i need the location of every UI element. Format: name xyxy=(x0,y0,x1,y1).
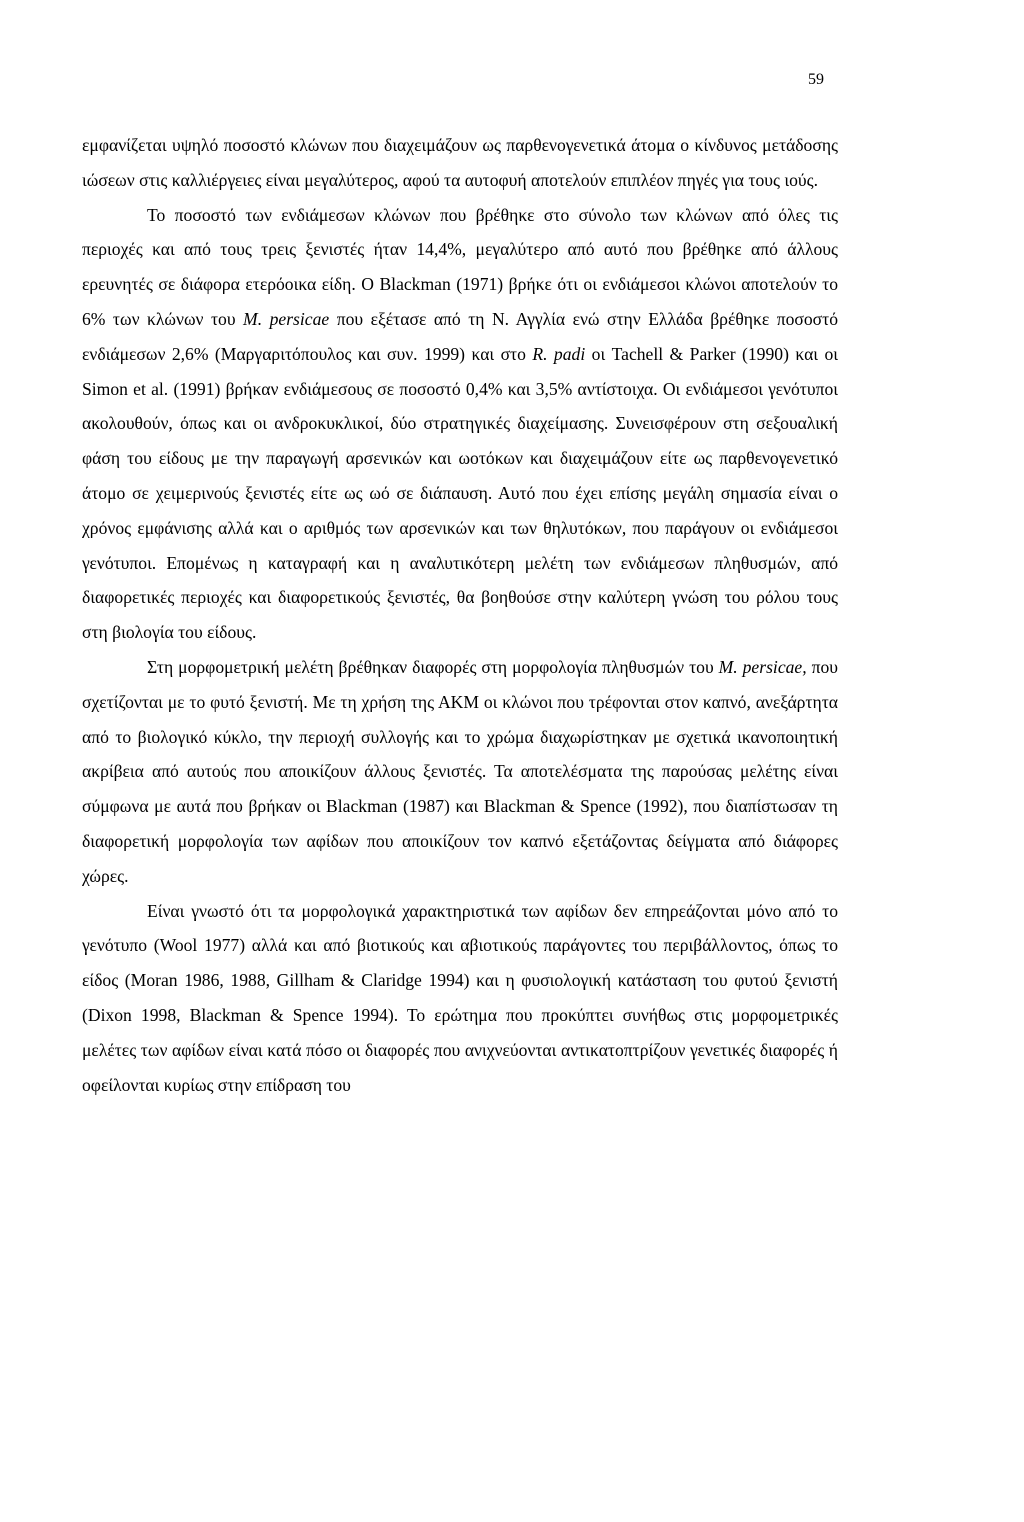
text-run: Το ποσοστό των ενδιάμεσων κλώνων που βρέθηκε στο σύνολο των κλώνων από όλες τις περιοχές και από τους τρεις ξενιστές ήταν 14,4%, μεγαλύτερο από αυτό που βρέθηκε από άλλους ερευνητές σε διάφορα ετερόοικα είδη. Ο Blackman (1971) βρήκε ότι οι ενδιάμεσοι κλώνοι αποτελούν το 6% των κλώνων του xyxy=(82,204,838,329)
paragraph xyxy=(82,894,838,1103)
species-name: M. persicae xyxy=(243,308,330,329)
page-number: 59 xyxy=(808,71,824,88)
paragraph xyxy=(82,128,838,198)
body-text xyxy=(82,128,838,1102)
paragraph xyxy=(82,650,838,894)
species-name: R. padi xyxy=(532,343,586,364)
text-run: Στη μορφομετρική μελέτη βρέθηκαν διαφορές στη μορφολογία πληθυσμών του xyxy=(147,656,719,677)
paragraph xyxy=(82,198,838,650)
text-run: οι Tachell & Parker (1990) και οι Simon et al. (1991) βρήκαν ενδιάμεσους σε ποσοστό 0,4% και 3,5% αντίστοιχα. Οι ενδιάμεσοι γενότυποι ακολουθούν, όπως και οι ανδροκυκλικοί, δύο στρατηγικές διαχείμασης. Συνεισφέρουν στη σεξουαλική φάση του είδους με την παραγωγή αρσενικών και ωοτόκων και διαχειμάζουν είτε ως παρθενογενετικό άτομο σε χειμερινούς ξενιστές είτε ως ωό σε διάπαυση. Αυτό που έχει επίσης μεγάλη σημασία είναι ο χρόνος εμφάνισης αλλά και ο αριθμός των αρσενικών και των θηλυτόκων, που παράγουν οι ενδιάμεσοι γενότυποι. Επομένως η καταγραφή και η αναλυτικότερη μελέτη των ενδιάμεσων πληθυσμών, από διαφορετικές περιοχές και διαφορετικούς ξενιστές, θα βοηθούσε στην καλύτερη γνώση του ρόλου τους στη βιολογία του είδους. xyxy=(82,343,838,643)
text-run: που σχετίζονται με το φυτό ξενιστή. Με τη χρήση της ΑΚΜ οι κλώνοι που τρέφονται στον καπνό, ανεξάρτητα από το βιολογικό κύκλο, την περιοχή συλλογής και το χρώμα διαχωρίστηκαν με σχετικά ικανοποιητική ακρίβεια από αυτούς που αποικίζουν άλλους ξενιστές. Τα αποτελέσματα της παρούσας μελέτης είναι σύμφωνα με αυτά που βρήκαν οι Blackman (1987) και Blackman & Spence (1992), που διαπίστωσαν τη διαφορετική μορφολογία των αφίδων που αποικίζουν τον καπνό εξετάζοντας δείγματα από διάφορες χώρες. xyxy=(82,656,838,886)
text-run: Είναι γνωστό ότι τα μορφολογικά χαρακτηριστικά των αφίδων δεν επηρεάζονται μόνο από το γενότυπο (Wool 1977) αλλά και από βιοτικούς και αβιοτικούς παράγοντες του περιβάλλοντος, όπως το είδος (Moran 1986, 1988, Gillham & Claridge 1994) και η φυσιολογική κατάσταση του φυτού ξενιστή (Dixon 1998, Blackman & Spence 1994). Το ερώτημα που προκύπτει συνήθως στις μορφομετρικές μελέτες των αφίδων είναι κατά πόσο οι διαφορές που ανιχνεύονται αντικατοπτρίζουν γενετικές διαφορές ή οφείλονται κυρίως στην επίδραση του xyxy=(82,900,838,1095)
text-run: εμφανίζεται υψηλό ποσοστό κλώνων που διαχειμάζουν ως παρθενογενετικά άτομα ο κίνδυνος μετάδοσης ιώσεων στις καλλιέργειες είναι μεγαλύτερος, αφού τα αυτοφυή αποτελούν επιπλέον πηγές για τους ιούς. xyxy=(82,135,838,190)
species-name: M. persicae, xyxy=(718,656,807,677)
text-run: που εξέτασε από τη Ν. Αγγλία ενώ στην Ελλάδα βρέθηκε ποσοστό ενδιάμεσων 2,6% (Μαργαριτόπουλος και συν. 1999) και στο xyxy=(82,308,839,364)
